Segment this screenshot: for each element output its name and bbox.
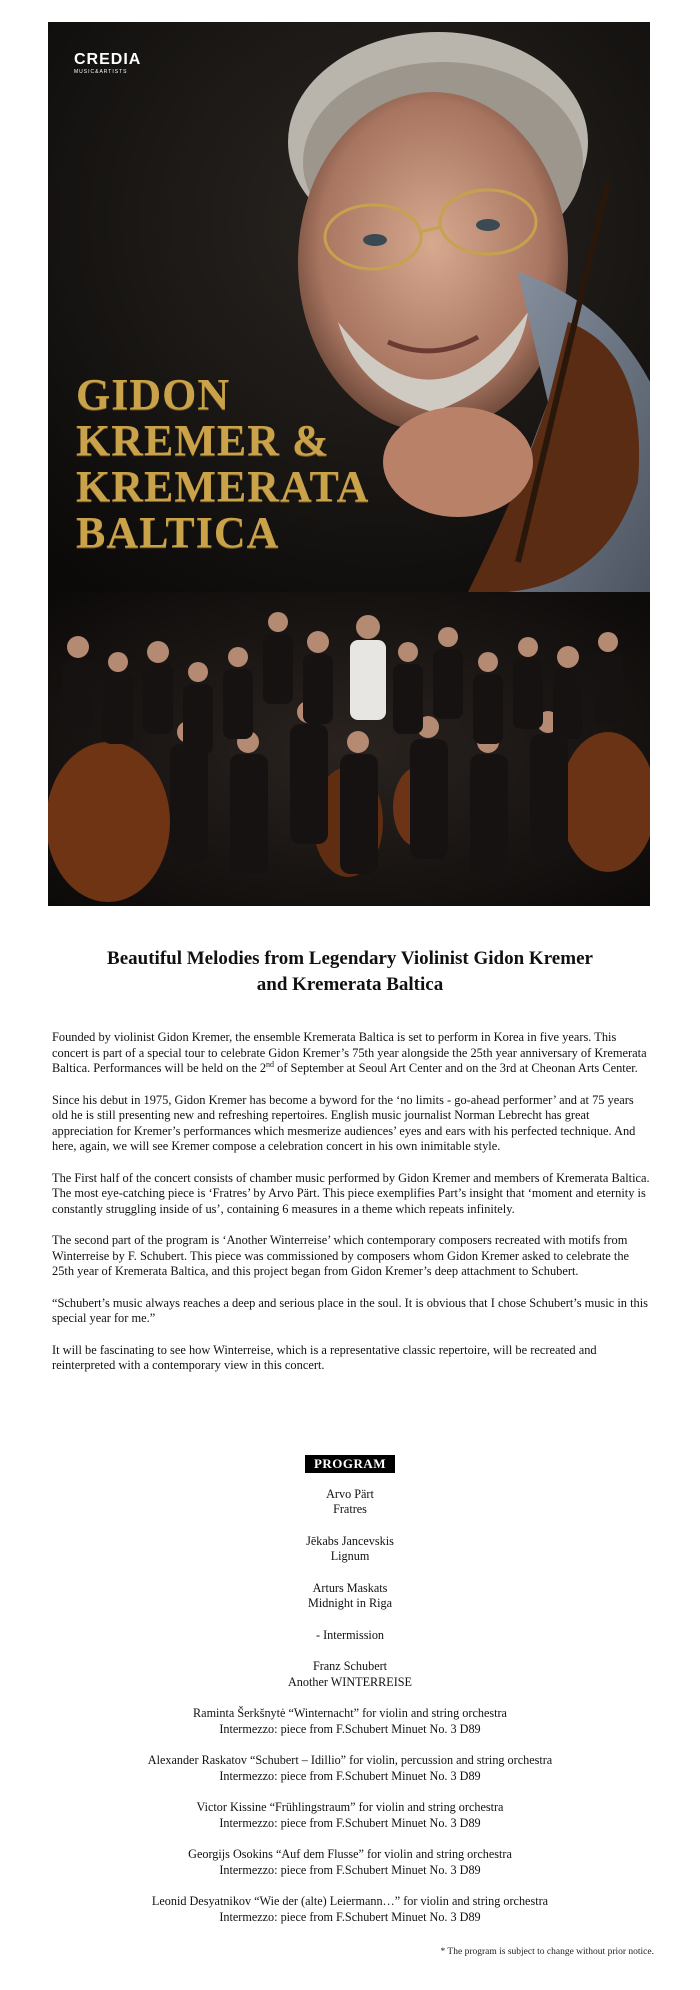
program-item-line-2: Fratres [333,1502,367,1516]
program-item [0,1706,700,1737]
program-item [0,1800,700,1831]
program-item [0,1659,700,1690]
program-item [0,1753,700,1784]
poster-title-line: KREMERATA [76,462,370,511]
poster-title [76,372,436,556]
paragraph-intro-text: Founded by violinist Gidon Kremer, the ensemble Kremerata Baltica is set to perform in Korea in five years. This concert is part of a special tour to celebrate Gidon Kremer’s 75th year alongside the 25th year anniversary of Kremerata Baltica. Performances will be held on the 2 [52,1030,647,1075]
program-item-line-2: Intermezzo: piece from F.Schubert Minuet No. 3 D89 [219,1862,481,1877]
program-item-line-1: Leonid Desyatnikov “Wie der (alte) Leiermann…” for violin and string orchestra [151,1894,549,1908]
program-item-line-2: Intermezzo: piece from F.Schubert Minuet No. 3 D89 [219,1768,481,1783]
paragraph-intro [52,1030,652,1077]
program-item-line-1: Jēkabs Jancevskis [306,1533,394,1548]
orchestra-group-photo [48,592,650,906]
program-item-line-2: Another WINTERREISE [288,1674,412,1689]
program-item [0,1487,700,1518]
program-label: PROGRAM [305,1455,395,1473]
program-item-line-2: Midnight in Riga [308,1596,392,1610]
program-item-line-2: Intermezzo: piece from F.Schubert Minuet No. 3 D89 [219,1721,481,1736]
article-title-line-1: Beautiful Melodies from Legendary Violinist Gidon Kremer [107,948,593,969]
program-item [0,1534,700,1565]
program-item [0,1581,700,1612]
paragraph-quote: “Schubert’s music always reaches a deep and serious place in the soul. It is obvious that I chose Schubert’s music in this special year for me.” [52,1295,648,1325]
concert-poster [48,22,650,906]
paragraph-first-half: The First half of the concert consists of chamber music performed by Gidon Kremer and members of Kremerata Baltica. The most eye-catching piece is ‘Fratres’ by Arvo Pärt. This piece exemplifies Part’s insight that ‘moment and eternity is constantly struggling inside of us’, containing 6 measures in a theme which repeats infinitely. [52,1170,650,1216]
program-item-line-1: Alexander Raskatov “Schubert – Idillio” for violin, percussion and string orchestra [147,1753,553,1767]
paragraph-debut: Since his debut in 1975, Gidon Kremer has become a byword for the ‘no limits - go-ahead performer’ and at 75 years old he is still presenting new and refreshing repertoires. English music journalist Norman Lebrecht has great appreciation for Kremer’s performances which mesmerize audiences’ eyes and ears with his perfected technique. And here, again, we will see Kremer compose a celebration concert in his own inimitable style. [52,1092,636,1153]
program-item-line-1: Victor Kissine “Frühlingstraum” for violin and string orchestra [196,1800,504,1814]
program-item-line-2: Intermezzo: piece from F.Schubert Minuet No. 3 D89 [219,1815,481,1830]
program-intermission [0,1628,700,1644]
article-body [52,1030,652,1390]
ordinal-suffix: nd [266,1059,275,1069]
paragraph-intro-text-end: of September at Seoul Art Center and on the 3rd at Cheonan Arts Center. [274,1061,638,1075]
program-item-line-1: - Intermission [315,1627,385,1642]
poster-title-line: GIDON [76,370,231,419]
program-notice: * The program is subject to change without prior notice. [440,1947,654,1957]
program-item [0,1894,700,1925]
credia-logo [74,52,141,75]
poster-title-line: BALTICA [76,508,280,557]
program-item-line-1: Raminta Šerkšnytė “Winternacht” for violin and string orchestra [193,1706,507,1720]
logo-wordmark: CREDIA [74,51,142,68]
logo-subtitle: MUSIC&ARTISTS [74,69,128,75]
paragraph-closing: It will be fascinating to see how Winterreise, which is a representative classic repertoire, will be recreated and reinterpreted with a contemporary view in this concert. [52,1342,597,1372]
paragraph-second-part: The second part of the program is ‘Another Winterreise’ which contemporary composers recreated with motifs from Winterreise by F. Schubert. This piece was commissioned by composers whom Gidon Kremer asked to celebrate the 25th year of Kremerata Baltica, and this project began from Gidon Kremer’s deep attachment to Schubert. [52,1233,630,1278]
program-item-line-1: Arturs Maskats [312,1580,388,1595]
article-title-line-2: and Kremerata Baltica [256,974,444,995]
program-item-line-1: Franz Schubert [312,1659,388,1673]
program-section [0,1455,700,1941]
program-item-line-2: Lignum [330,1549,370,1563]
poster-title-line: KREMER & [76,416,330,465]
program-item-line-1: Arvo Pärt [326,1486,374,1501]
article-title [60,946,640,998]
program-item-line-2: Intermezzo: piece from F.Schubert Minuet No. 3 D89 [219,1909,481,1924]
program-item-line-1: Georgijs Osokins “Auf dem Flusse” for violin and string orchestra [188,1847,512,1861]
program-item [0,1847,700,1878]
